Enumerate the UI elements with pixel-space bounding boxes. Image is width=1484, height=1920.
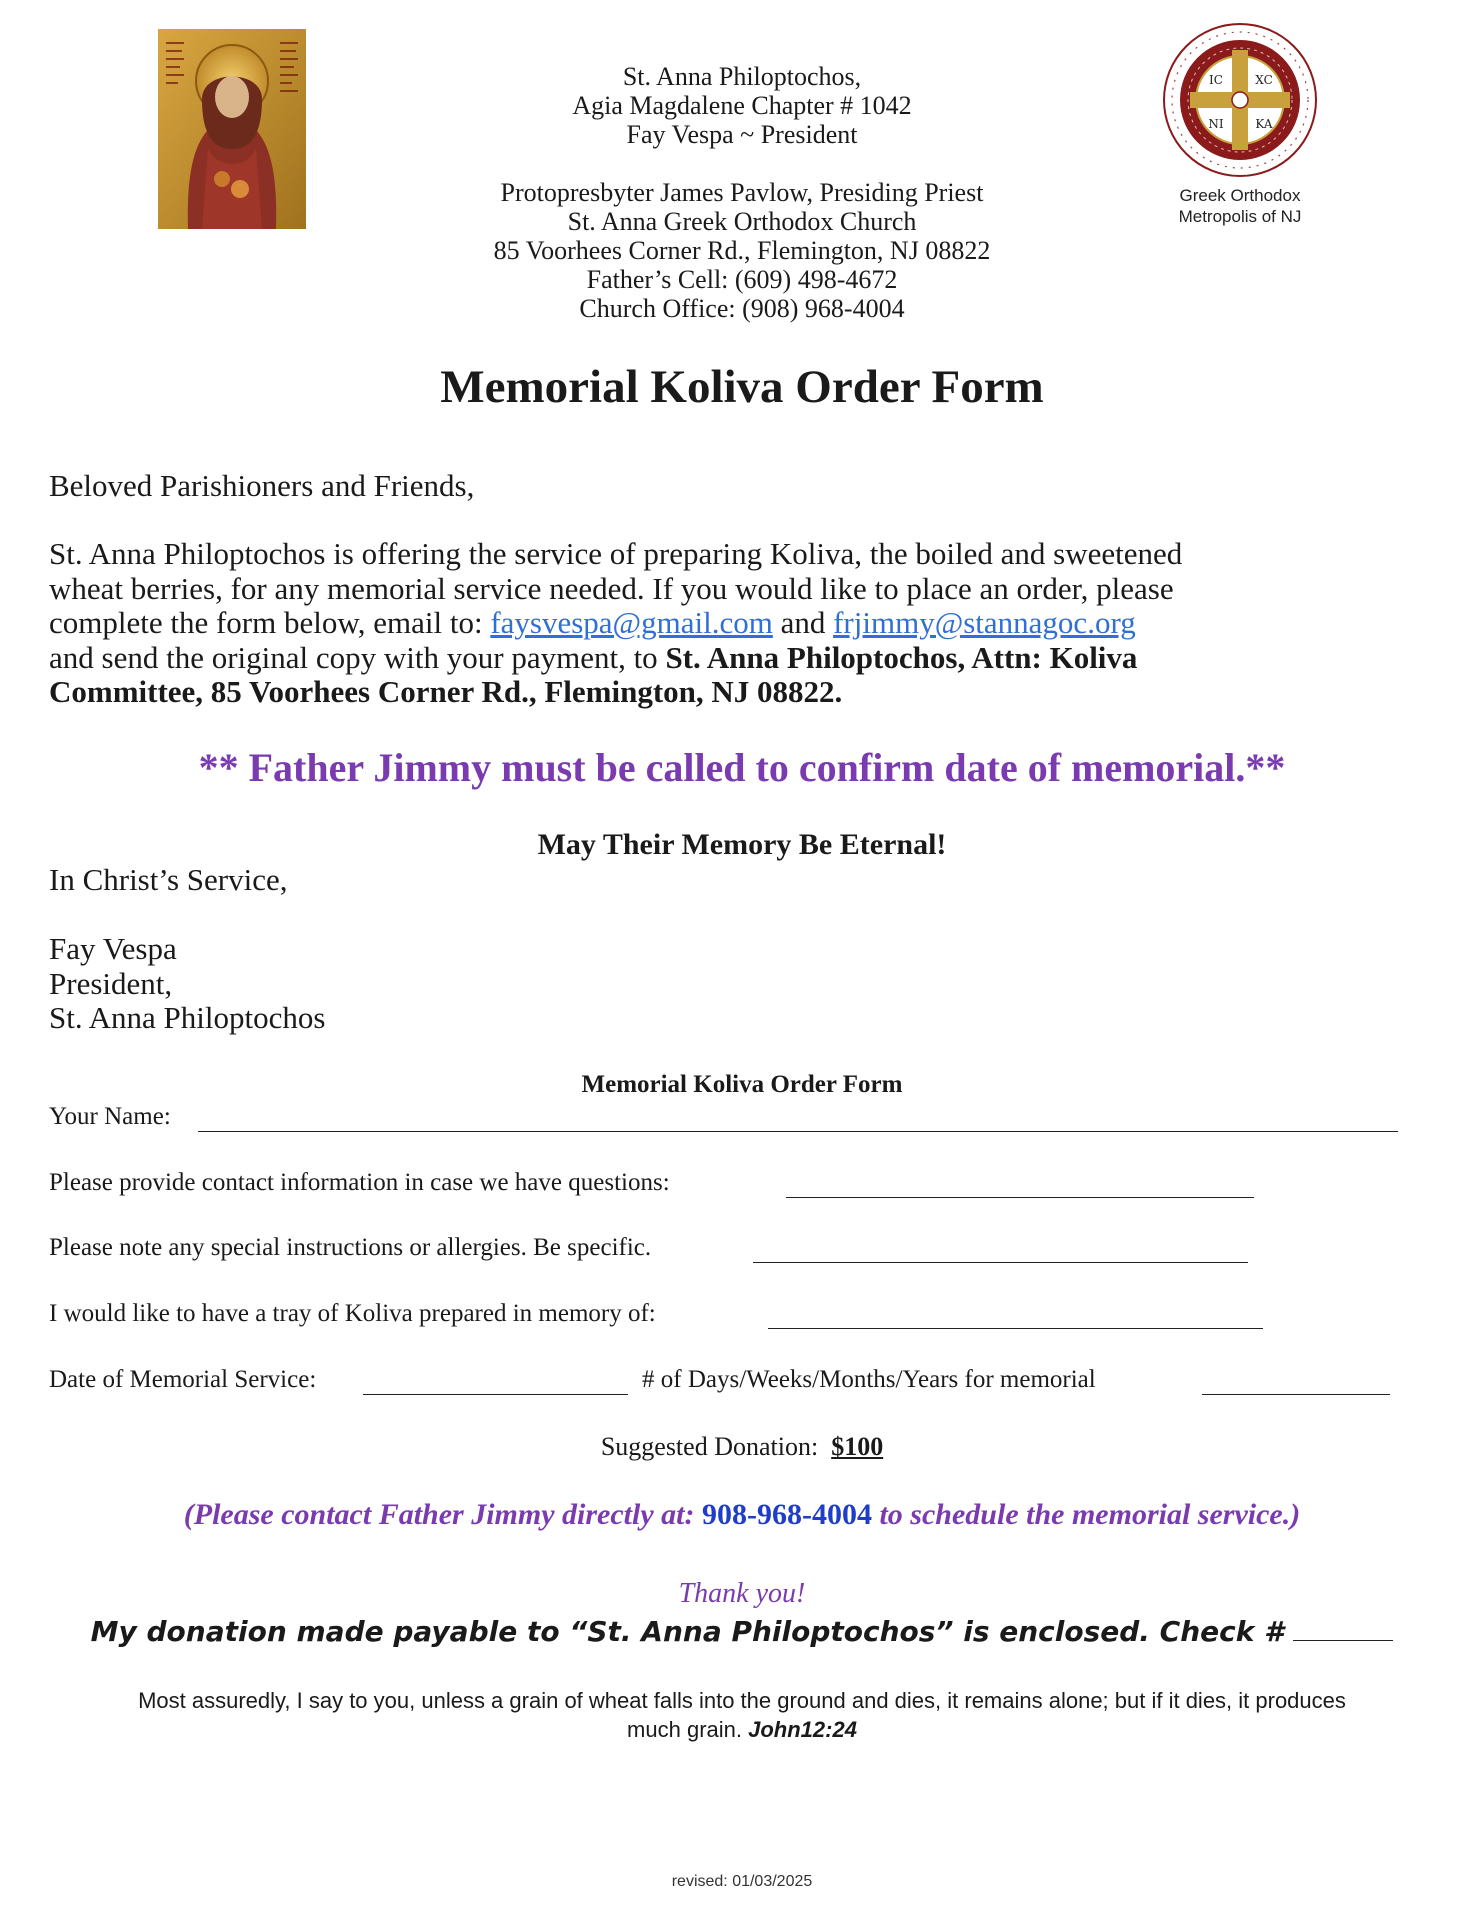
intro-line-2: wheat berries, for any memorial service needed. If you would like to place an order, please [49, 570, 1174, 606]
intro-paragraph [49, 537, 1182, 710]
intro-line-3-text: complete the form below, email to: [49, 605, 491, 640]
memory-of-input-line[interactable] [768, 1328, 1263, 1329]
seal-xc: XC [1255, 73, 1273, 87]
header-block [400, 62, 1084, 323]
metropolis-label [1135, 185, 1345, 227]
email-link-frjimmy[interactable]: frjimmy@stannagoc.org [833, 605, 1136, 640]
verse-line-2-text: much grain. [627, 1717, 749, 1742]
name-input-line[interactable] [198, 1131, 1398, 1132]
verse-reference: John12:24 [748, 1717, 857, 1742]
thank-you: Thank you! [678, 1578, 806, 1609]
contact-note-start: (Please contact Father Jimmy directly at: [183, 1498, 702, 1531]
memory-of-label: I would like to have a tray of Koliva prepared in memory of: [49, 1300, 656, 1327]
church-name: St. Anna Greek Orthodox Church [567, 207, 917, 236]
memorial-date-label: Date of Memorial Service: [49, 1366, 317, 1393]
metropolis-label-line1: Greek Orthodox [1179, 186, 1301, 205]
form-title: Memorial Koliva Order Form [581, 1071, 903, 1098]
chapter-name: Agia Magdalene Chapter # 1042 [572, 91, 912, 120]
priest-line: Protopresbyter James Pavlow, Presiding Priest [500, 178, 984, 207]
scripture-verse [40, 1686, 1444, 1744]
intro-line-3 [49, 606, 1182, 641]
suggested-donation [0, 1432, 1484, 1462]
metropolis-seal-logo [1160, 20, 1320, 180]
intro-line-1: St. Anna Philoptochos is offering the service of preparing Koliva, the boiled and sweetened [49, 536, 1183, 571]
saint-icon-image [158, 29, 306, 229]
signature-org: St. Anna Philoptochos [49, 1000, 326, 1035]
verse-line-1: Most assuredly, I say to you, unless a grain of wheat falls into the ground and dies, it remains alone; but if it dies, it produces [138, 1688, 1346, 1713]
signature-name: Fay Vespa [49, 931, 177, 966]
memorial-date-input-line[interactable] [363, 1394, 628, 1395]
signature-block [49, 932, 325, 1036]
instructions-label: Please note any special instructions or allergies. Be specific. [49, 1234, 652, 1261]
metropolis-label-line2: Metropolis of NJ [1178, 207, 1302, 226]
check-number-input-line[interactable] [1293, 1640, 1393, 1641]
schedule-contact-note [0, 1498, 1484, 1532]
eternal-memory-line: May Their Memory Be Eternal! [537, 828, 947, 861]
mailing-address-start: St. Anna Philoptochos, Attn: Koliva [665, 639, 1138, 675]
intro-line-3-and: and [772, 605, 834, 640]
verse-line-2 [40, 1715, 1444, 1744]
check-line-text: My donation made payable to “St. Anna Philoptochos” is enclosed. Check # [90, 1615, 1284, 1648]
memorial-period-label: # of Days/Weeks/Months/Years for memorial [642, 1366, 1096, 1393]
page-title: Memorial Koliva Order Form [440, 361, 1044, 413]
father-cell: Father’s Cell: (609) 498-4672 [586, 265, 898, 294]
intro-line-4 [49, 641, 1182, 676]
instructions-input-line[interactable] [753, 1262, 1248, 1263]
contact-note-end: to schedule the memorial service.) [871, 1498, 1301, 1531]
donation-amount: $100 [831, 1432, 884, 1461]
intro-line-5 [49, 675, 1182, 710]
church-address: 85 Voorhees Corner Rd., Flemington, NJ 08822 [493, 236, 991, 265]
seal-ic: IC [1209, 73, 1223, 87]
check-line [0, 1615, 1484, 1648]
name-label: Your Name: [49, 1103, 171, 1130]
contact-input-line[interactable] [786, 1197, 1254, 1198]
president-line: Fay Vespa ~ President [626, 120, 858, 149]
email-link-fay[interactable]: faysvespa@gmail.com [490, 605, 773, 640]
seal-ni: NI [1208, 117, 1224, 131]
org-name: St. Anna Philoptochos, [622, 62, 862, 91]
closing: In Christ’s Service, [49, 862, 288, 897]
call-father-note: ** Father Jimmy must be called to confirm date of memorial.** [198, 745, 1286, 790]
intro-line-4-text: and send the original copy with your payment, to [49, 639, 666, 675]
church-office: Church Office: (908) 968-4004 [579, 294, 905, 323]
father-phone-number: 908-968-4004 [701, 1498, 872, 1531]
signature-title: President, [49, 965, 173, 1001]
donation-label: Suggested Donation: [600, 1432, 819, 1461]
contact-label: Please provide contact information in case we have questions: [49, 1169, 670, 1196]
revised-date: revised: 01/03/2025 [671, 1873, 813, 1890]
seal-ka: KA [1255, 117, 1273, 131]
memorial-period-input-line[interactable] [1202, 1394, 1390, 1395]
greeting: Beloved Parishioners and Friends, [49, 468, 475, 503]
mailing-address-end: Committee, 85 Voorhees Corner Rd., Flemington, NJ 08822. [49, 674, 843, 709]
